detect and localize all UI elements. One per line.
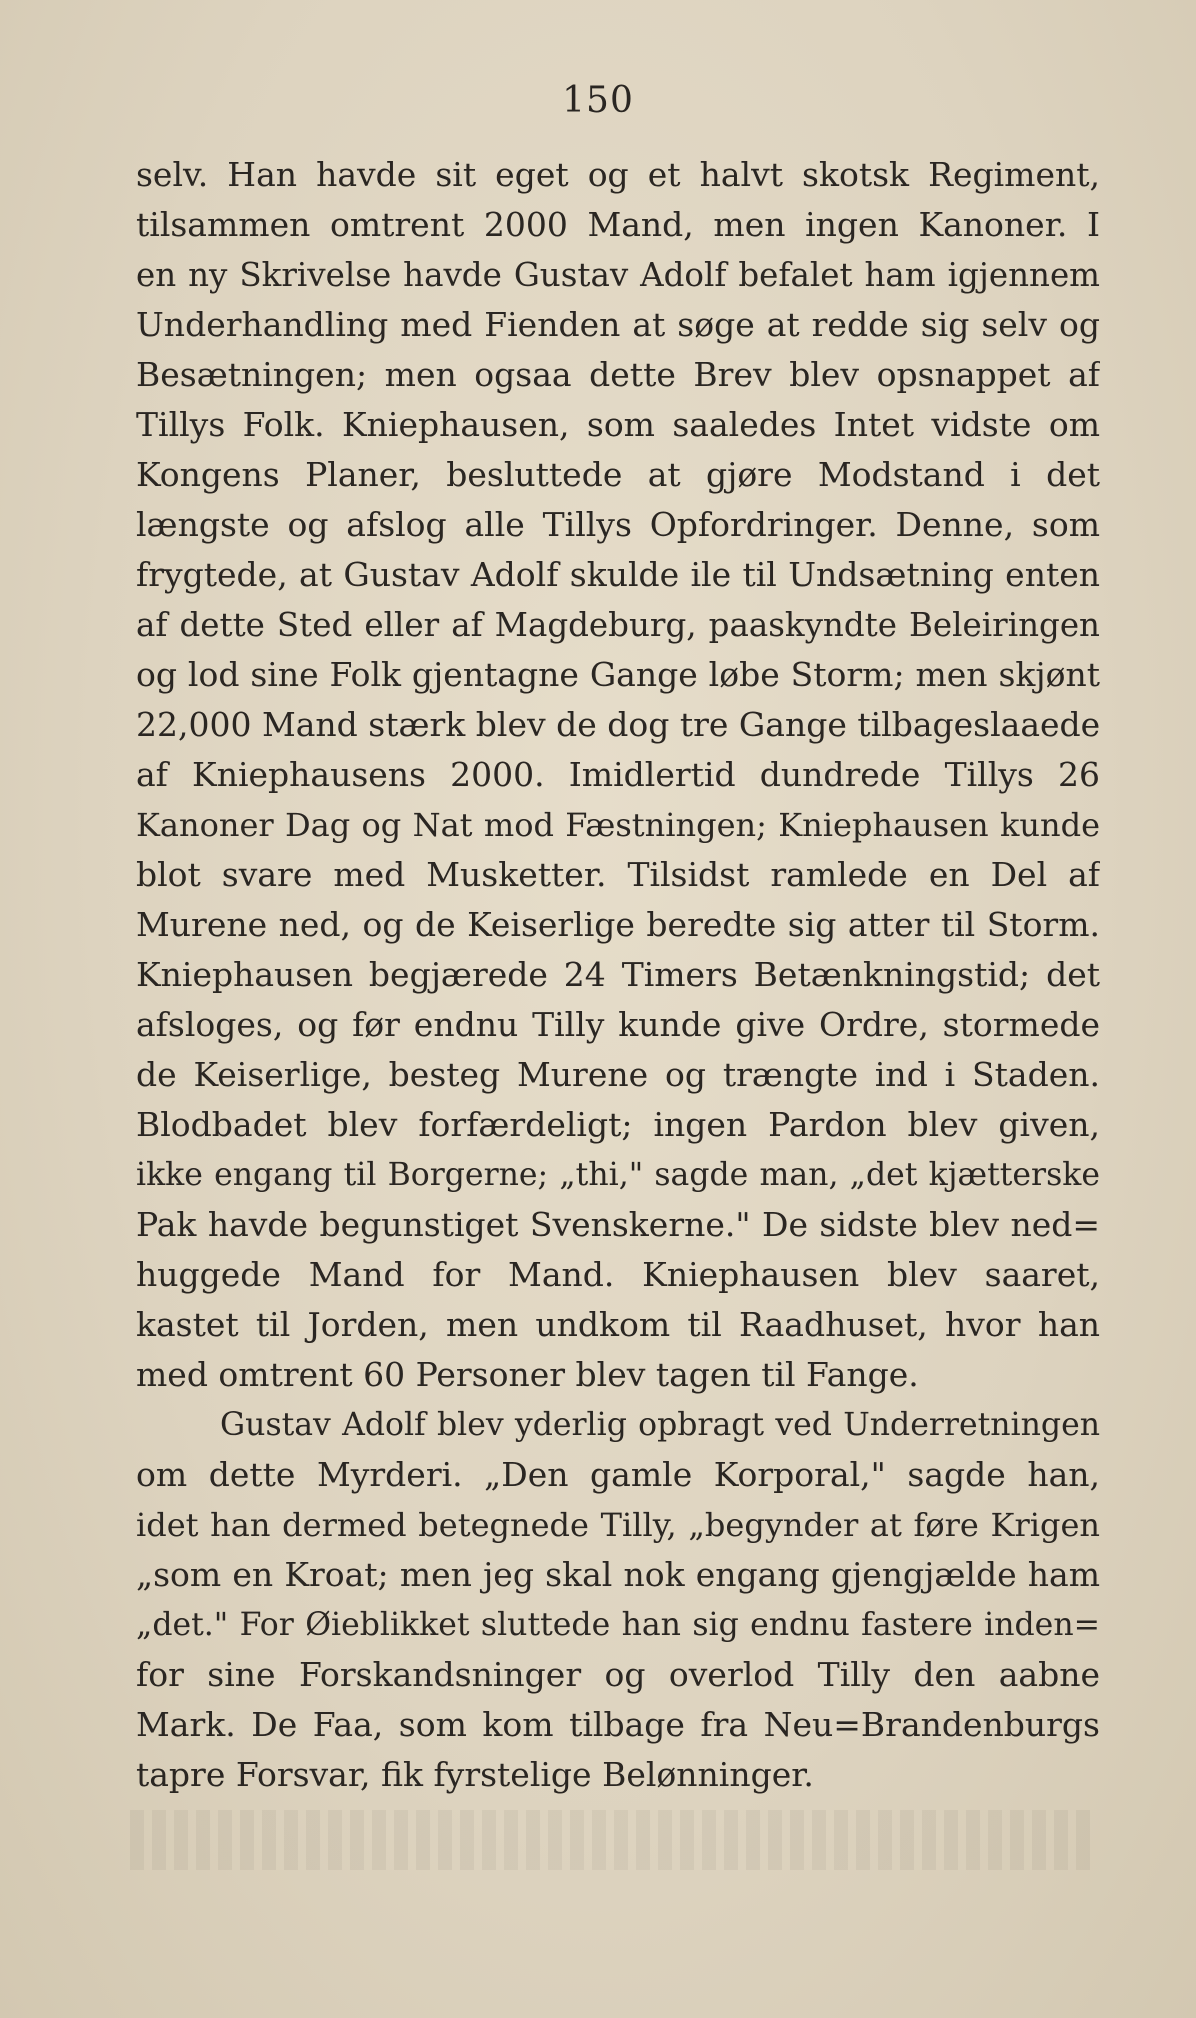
text-line: selv. Han havde sit eget og et halvt skotsk Regiment, xyxy=(136,155,1100,194)
text-line: Gustav Adolf blev yderlig opbragt ved Underretningen xyxy=(220,1407,1100,1443)
text-line: Blodbadet blev forfærdeligt; ingen Pardon blev given, xyxy=(136,1105,1100,1144)
text-line: „det." For Øieblikket sluttede han sig endnu fastere inden= xyxy=(136,1607,1100,1643)
page-number: 150 xyxy=(562,80,634,121)
text-line: afsloges, og før endnu Tilly kunde give Ordre, stormede xyxy=(136,1005,1100,1044)
text-line: de Keiserlige, besteg Murene og trængte ind i Staden. xyxy=(136,1055,1100,1094)
text-line: Kanoner Dag og Nat mod Fæstningen; Kniephausen kunde xyxy=(136,806,1100,844)
text-line: for sine Forskandsninger og overlod Tilly den aabne xyxy=(136,1655,1100,1694)
text-line: 22,000 Mand stærk blev de dog tre Gange tilbageslaaede xyxy=(136,705,1100,744)
text-line: „som en Kroat; men jeg skal nok engang gjengjælde ham xyxy=(136,1555,1100,1594)
text-line: af dette Sted eller af Magdeburg, paaskyndte Beleiringen xyxy=(136,606,1100,644)
text-line: og lod sine Folk gjentagne Gange løbe Storm; men skjønt xyxy=(136,655,1100,694)
text-line: kastet til Jorden, men undkom til Raadhuset, hvor han xyxy=(136,1305,1100,1344)
text-line: Murene ned, og de Keiserlige beredte sig atter til Storm. xyxy=(136,905,1100,944)
text-line: længste og afslog alle Tillys Opfordringer. Denne, som xyxy=(136,505,1100,544)
text-line: blot svare med Musketter. Tilsidst ramlede en Del af xyxy=(136,855,1100,894)
paragraph-1 xyxy=(136,150,1100,1400)
text-line: Tillys Folk. Kniephausen, som saaledes Intet vidste om xyxy=(136,405,1100,444)
paragraph-2 xyxy=(136,1400,1100,1800)
text-line: idet han dermed betegnede Tilly, „begynder at føre Krigen xyxy=(136,1506,1100,1544)
body-text xyxy=(136,150,1100,1800)
text-line: Pak havde begunstiget Svenskerne." De sidste blev ned= xyxy=(136,1205,1100,1244)
text-line: en ny Skrivelse havde Gustav Adolf befalet ham igjennem xyxy=(136,256,1100,294)
text-line: Kongens Planer, besluttede at gjøre Modstand i det xyxy=(136,455,1100,494)
text-line: Mark. De Faa, som kom tilbage fra Neu=Brandenburgs xyxy=(136,1705,1100,1744)
text-line: af Kniephausens 2000. Imidlertid dundrede Tillys 26 xyxy=(136,755,1100,794)
text-line: om dette Myrderi. „Den gamle Korporal," sagde han, xyxy=(136,1455,1100,1494)
text-line: huggede Mand for Mand. Kniephausen blev saaret, xyxy=(136,1255,1100,1294)
text-line: tilsammen omtrent 2000 Mand, men ingen Kanoner. I xyxy=(136,205,1100,244)
text-line: ikke engang til Borgerne; „thi," sagde man, „det kjætterske xyxy=(136,1157,1100,1193)
text-line: Kniephausen begjærede 24 Timers Betænkningstid; det xyxy=(136,955,1100,994)
text-line: Besætningen; men ogsaa dette Brev blev opsnappet af xyxy=(136,355,1100,394)
text-line: tapre Forsvar, fik fyrstelige Belønninger. xyxy=(136,1755,814,1794)
text-line: Underhandling med Fienden at søge at redde sig selv og xyxy=(136,305,1100,344)
show-through-texture xyxy=(130,1810,1090,1870)
text-line: frygtede, at Gustav Adolf skulde ile til Undsætning enten xyxy=(136,555,1100,594)
text-line: med omtrent 60 Personer blev tagen til Fange. xyxy=(136,1355,919,1394)
